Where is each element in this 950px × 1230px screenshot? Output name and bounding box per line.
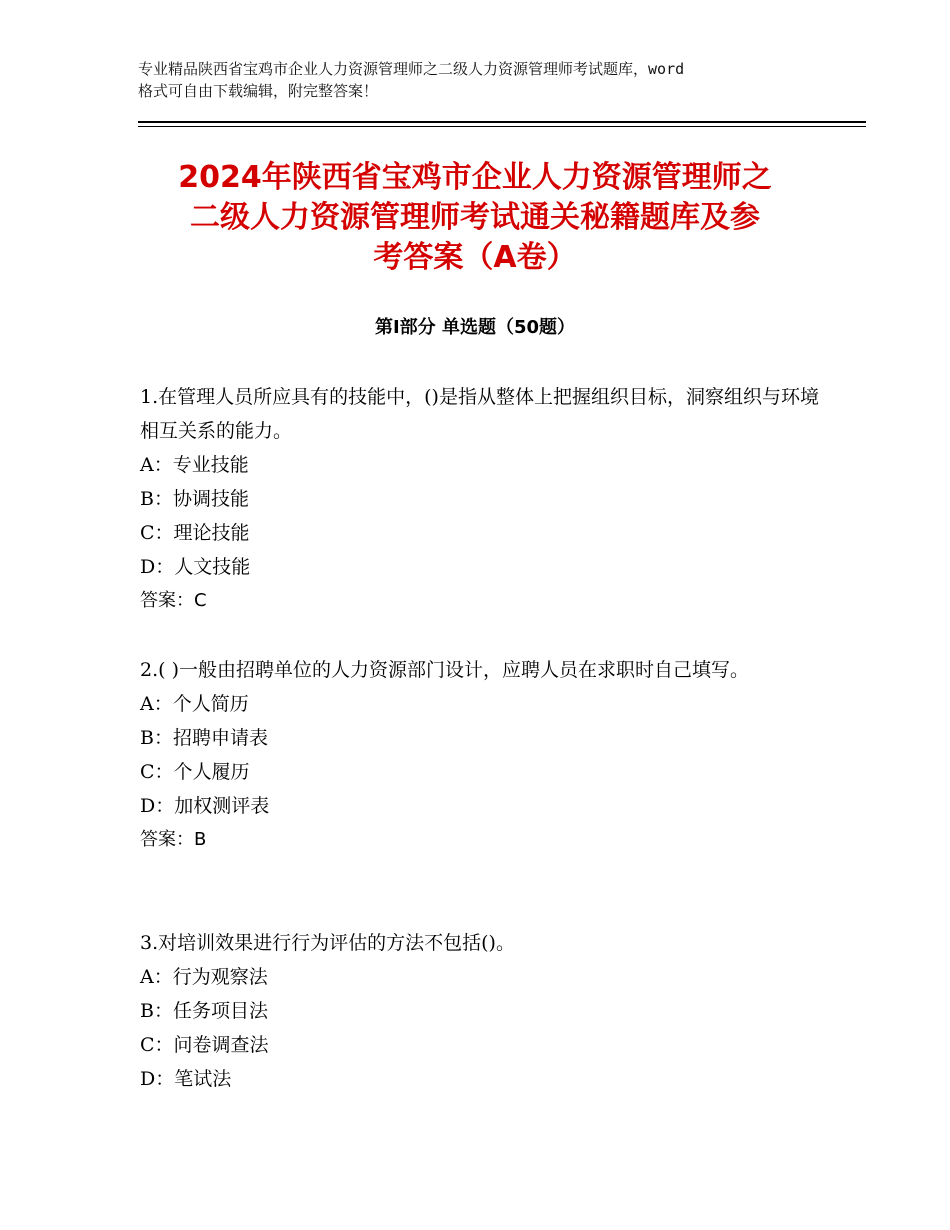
section-heading: 第Ⅰ部分 单选题（50题）: [374, 317, 575, 338]
option-a: A：行为观察法: [140, 966, 268, 988]
question-stem: 1.在管理人员所应具有的技能中，()是指从整体上把握组织目标，洞察组织与环境相互关系的能力。: [140, 386, 819, 442]
question-1: [140, 380, 820, 618]
header-divider-thick: [138, 121, 866, 123]
option-a: A：个人简历: [140, 693, 249, 715]
header-note-line-2: 格式可自由下载编辑，附完整答案！: [138, 82, 379, 100]
question-stem: 2.( )一般由招聘单位的人力资源部门设计，应聘人员在求职时自己填写。: [140, 659, 749, 681]
option-b: B：协调技能: [140, 488, 249, 510]
option-b: B：任务项目法: [140, 1000, 268, 1022]
option-b: B：招聘申请表: [140, 727, 268, 749]
option-c: C：理论技能: [140, 522, 250, 544]
header-divider-thin: [138, 126, 866, 127]
document-title: [110, 158, 840, 278]
header-note: [138, 58, 828, 102]
question-stem: 3.对培训效果进行行为评估的方法不包括()。: [140, 932, 515, 954]
answer: 答案：C: [140, 590, 207, 611]
answer: 答案：B: [140, 829, 207, 850]
option-d: D：笔试法: [140, 1068, 232, 1090]
question-2: [140, 653, 820, 857]
option-c: C：个人履历: [140, 761, 250, 783]
option-d: D：人文技能: [140, 556, 251, 578]
option-c: C：问卷调查法: [140, 1034, 269, 1056]
title-line-1: 2024年陕西省宝鸡市企业人力资源管理师之: [178, 160, 772, 195]
header-note-line-1: 专业精品陕西省宝鸡市企业人力资源管理师之二级人力资源管理师考试题库，word: [138, 60, 685, 78]
option-d: D：加权测评表: [140, 795, 270, 817]
title-line-2: 二级人力资源管理师考试通关秘籍题库及参: [190, 200, 760, 235]
question-3: [140, 926, 820, 1096]
option-a: A：专业技能: [140, 454, 249, 476]
title-line-3: 考答案（A卷）: [373, 240, 577, 275]
